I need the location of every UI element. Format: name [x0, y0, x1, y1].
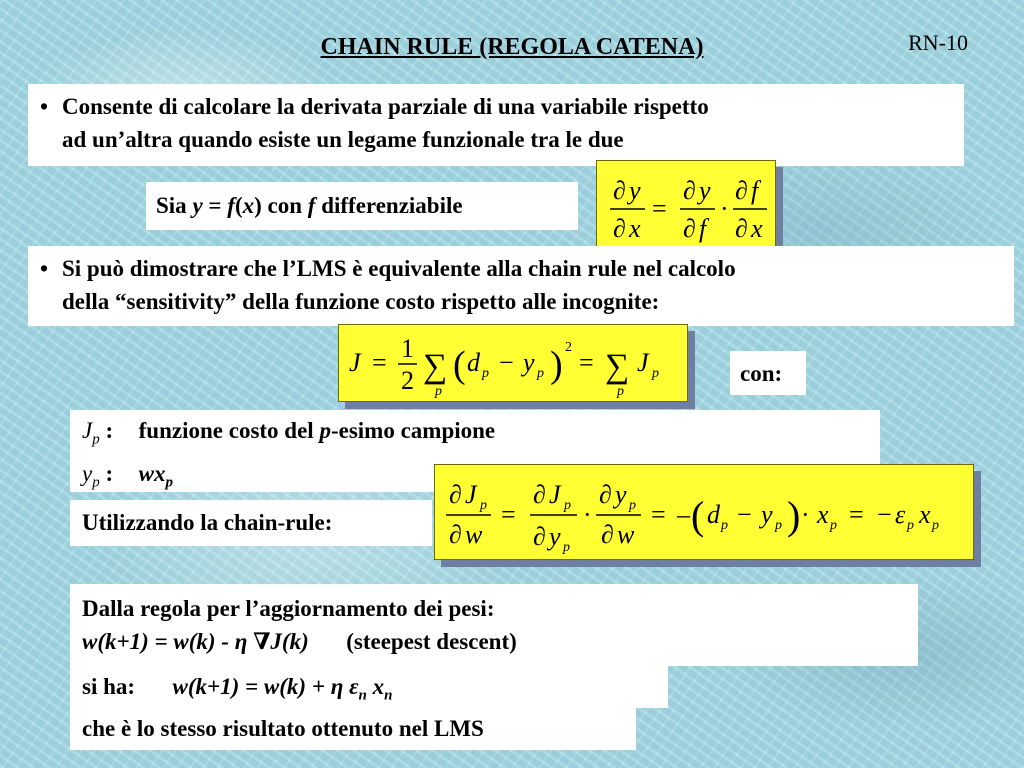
cost-sum1-p: p: [435, 384, 442, 399]
cost-eq1: =: [372, 348, 387, 377]
using-chain-rule-label: Utilizzando la chain-rule:: [70, 500, 432, 546]
def-wx-sub: p: [165, 474, 173, 491]
chain-dot: ·: [720, 194, 729, 223]
grad-d5: ∂: [599, 480, 612, 509]
cost-minus: −: [499, 348, 514, 377]
grad-eq2: =: [651, 500, 666, 529]
gradient-formula: [434, 464, 974, 560]
definition-jp: [82, 414, 868, 457]
chain-x1: x: [629, 214, 641, 243]
grad-dot1: ·: [583, 500, 592, 529]
def-y: y: [82, 460, 93, 486]
grad-d4: ∂: [533, 522, 546, 551]
grad-d1: ∂: [449, 480, 462, 509]
bullet-1-line-2: ad un’altra quando esiste un legame funzionale tra le due: [62, 127, 624, 152]
grad-y2: y: [615, 480, 627, 509]
cost-d-p: p: [482, 366, 489, 381]
grad-dp: d: [707, 500, 720, 529]
grad-y1: y: [549, 522, 561, 551]
def-J-p: p: [319, 418, 331, 443]
chain-d2: ∂: [613, 214, 626, 243]
con-label: con:: [730, 351, 806, 395]
chain-rule-formula: [596, 160, 776, 252]
si-ha-x: x: [366, 674, 385, 699]
si-ha-x-n: n: [384, 687, 393, 704]
sia-con: con: [261, 193, 308, 218]
cost-two: 2: [401, 366, 414, 395]
bullet-1-symbol: •: [40, 94, 49, 119]
def-wx: wx: [138, 460, 166, 486]
sia-box: [146, 182, 578, 230]
cost-sum2-p: p: [617, 384, 624, 399]
bullet-1: [28, 84, 964, 166]
si-ha-eta: η: [330, 674, 350, 699]
chain-d3: ∂: [683, 176, 696, 205]
sia-word: Sia: [156, 193, 193, 218]
chain-x2: x: [751, 214, 763, 243]
cost-sum1: ∑: [423, 348, 448, 385]
bullet-1-line-1: Consente di calcolare la derivata parziale di una variabile rispetto: [62, 94, 709, 119]
si-ha-eps-n: n: [358, 687, 367, 704]
update-nabla: ∇: [247, 629, 271, 654]
si-ha-label: si ha:: [82, 674, 136, 699]
chain-f1: f: [699, 214, 707, 243]
chain-d6: ∂: [735, 214, 748, 243]
grad-w2: w: [617, 520, 635, 549]
chain-d5: ∂: [735, 176, 748, 205]
grad-x2-p: p: [932, 518, 939, 533]
grad-w1: w: [465, 520, 483, 549]
bullet-2-line-1: Si può dimostrare che l’LMS è equivalente alla chain rule nel calcolo: [62, 256, 736, 281]
grad-x2: x: [919, 500, 931, 529]
bullet-2-line-2: della “sensitivity” della funzione costo rispetto alle incognite:: [62, 289, 660, 314]
def-J-text1: funzione costo del: [138, 418, 320, 443]
def-y-sub: p: [92, 474, 100, 491]
grad-minus1: –: [677, 500, 690, 529]
update-rule-box: [70, 584, 918, 666]
grad-d6: ∂: [601, 520, 614, 549]
grad-minus3: −: [877, 500, 892, 529]
sia-f: f: [227, 193, 235, 218]
grad-xp-p: p: [830, 518, 837, 533]
slide-title: CHAIN RULE (REGOLA CATENA): [320, 34, 704, 60]
grad-xp: x: [817, 500, 829, 529]
cost-eq2: =: [579, 348, 594, 377]
grad-eps-p: p: [907, 518, 914, 533]
cost-lparen: (: [453, 344, 466, 386]
cost-J: J: [349, 348, 361, 377]
sia-y: y: [192, 193, 203, 218]
si-ha-box: [70, 666, 668, 708]
update-steepest: (steepest descent): [346, 629, 517, 654]
sia-lp: (: [234, 193, 243, 218]
def-J-sub: p: [92, 431, 100, 448]
def-J: J: [82, 418, 93, 443]
cost-y: y: [523, 348, 535, 377]
update-J: J(k): [270, 629, 309, 654]
grad-yp-p: p: [775, 518, 782, 533]
sia-rest: differenziabile: [315, 193, 463, 218]
cost-y-p: p: [537, 366, 544, 381]
si-ha-rule: w(k+1) = w(k) +: [172, 674, 331, 699]
grad-y1-p: p: [563, 540, 570, 555]
cost-rparen: ): [550, 344, 563, 386]
sia-f2: f: [307, 193, 316, 218]
grad-J2-p: p: [564, 498, 571, 513]
grad-eq3: =: [849, 500, 864, 529]
chain-y1: y: [629, 176, 641, 205]
update-rule: w(k+1) = w(k) -: [82, 629, 235, 654]
update-line-2: [82, 625, 906, 658]
bullet-2: [28, 246, 1014, 326]
si-ha-eps: ε: [349, 674, 359, 699]
cost-Jp: J: [637, 348, 649, 377]
def-J-text2: -esimo campione: [330, 418, 496, 443]
grad-dp-p: p: [721, 518, 728, 533]
grad-d2: ∂: [449, 520, 462, 549]
sia-x: x: [242, 193, 255, 218]
grad-eq1: =: [501, 500, 516, 529]
update-line-1: Dalla regola per l’aggiornamento dei pesi:: [82, 596, 495, 621]
grad-lparen: (: [691, 493, 705, 538]
conclusion-text: che è lo stesso risultato ottenuto nel LMS: [70, 708, 636, 750]
cost-Jp-p: p: [652, 366, 659, 381]
chain-eq: =: [652, 194, 667, 223]
bullet-2-symbol: •: [40, 256, 49, 281]
chain-f2: f: [751, 176, 759, 205]
update-eta: η: [234, 629, 248, 654]
grad-J1-p: p: [480, 498, 487, 513]
grad-rparen: ): [787, 493, 801, 538]
slide-code: RN-10: [908, 30, 968, 55]
grad-eps: ε: [895, 500, 906, 529]
grad-y2-p: p: [629, 498, 636, 513]
def-J-colon: :: [99, 418, 114, 443]
cost-one: 1: [401, 334, 414, 363]
def-y-colon: :: [99, 460, 114, 486]
chain-d4: ∂: [683, 214, 696, 243]
sia-rp: ): [254, 193, 262, 218]
grad-dot2: ·: [801, 500, 810, 529]
grad-yp: y: [761, 500, 773, 529]
grad-minus2: −: [737, 500, 752, 529]
chain-d1: ∂: [613, 176, 626, 205]
cost-sum2: ∑: [605, 348, 630, 385]
grad-d3: ∂: [533, 480, 546, 509]
cost-square: 2: [565, 340, 572, 355]
grad-J2: J: [549, 480, 561, 509]
grad-J1: J: [465, 480, 477, 509]
sia-eq: =: [202, 193, 228, 218]
cost-d: d: [467, 348, 480, 377]
chain-y2: y: [699, 176, 711, 205]
cost-function-formula: [338, 324, 688, 402]
